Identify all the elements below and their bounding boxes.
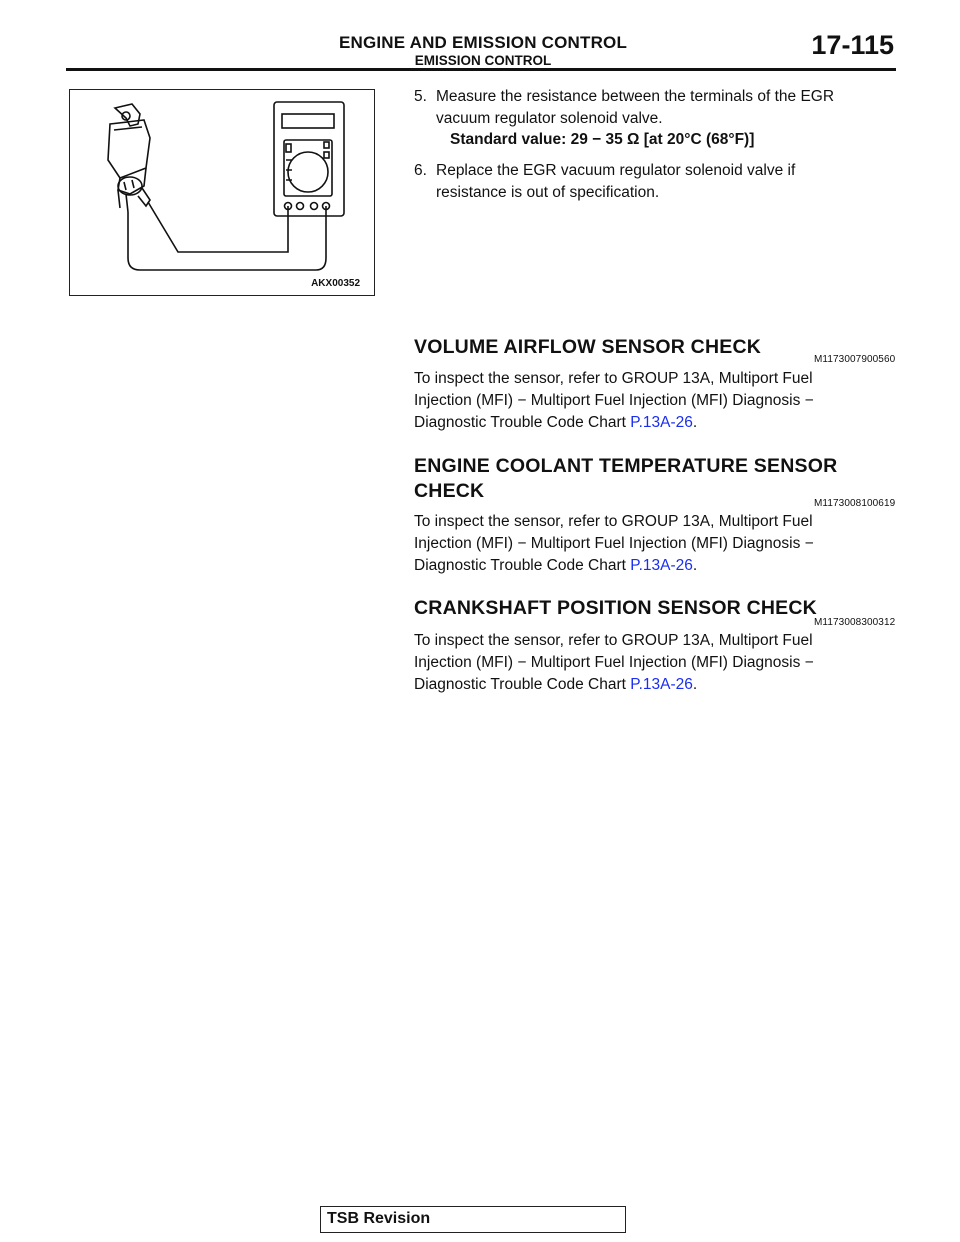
reference-link[interactable]: P.13A-26	[630, 676, 693, 693]
section-heading-coolant-line-2: CHECK	[414, 480, 485, 502]
body-line: Injection (MFI) − Multiport Fuel Injection (MFI) Diagnosis −	[414, 535, 814, 552]
section-code-coolant: M1173008100619	[814, 498, 896, 509]
section-body-crankshaft	[414, 630, 894, 696]
figure-ohmmeter-diagram	[69, 89, 375, 296]
step-5-line-2: vacuum regulator solenoid valve.	[436, 110, 663, 127]
step-5-line-1: Measure the resistance between the terminals of the EGR	[436, 88, 835, 105]
body-text: Diagnostic Trouble Code Chart	[414, 557, 631, 574]
section-heading-volume-airflow: VOLUME AIRFLOW SENSOR CHECK	[414, 336, 762, 358]
footer-label: TSB Revision	[327, 1210, 431, 1227]
footer-tsb-revision	[320, 1206, 626, 1233]
step-6-line-1: Replace the EGR vacuum regulator solenoid valve if	[436, 162, 796, 179]
body-line: To inspect the sensor, refer to GROUP 13A, Multiport Fuel	[414, 513, 813, 530]
step-6-line-2: resistance is out of specification.	[436, 184, 660, 201]
reference-link[interactable]: P.13A-26	[630, 414, 693, 431]
step-6-number: 6.	[414, 162, 427, 179]
standard-value: Standard value: 29 − 35 Ω [at 20°C (68°F)]	[450, 131, 755, 148]
period: .	[692, 676, 698, 693]
section-heading-coolant-line-1: ENGINE COOLANT TEMPERATURE SENSOR	[414, 455, 838, 477]
body-line: Injection (MFI) − Multiport Fuel Injection (MFI) Diagnosis −	[414, 654, 814, 671]
step-5-number: 5.	[414, 88, 427, 105]
body-text: Diagnostic Trouble Code Chart	[414, 414, 631, 431]
section-code-volume-airflow: M1173007900560	[814, 354, 896, 365]
test-leads-icon	[128, 202, 326, 270]
body-line-last	[414, 555, 894, 577]
step-6	[414, 160, 894, 204]
section-body-coolant	[414, 511, 894, 577]
section-heading-crankshaft: CRANKSHAFT POSITION SENSOR CHECK	[414, 597, 817, 619]
solenoid-valve-icon	[108, 104, 150, 212]
header-subtitle: EMISSION CONTROL	[414, 53, 552, 68]
page-number: 17-115	[811, 30, 894, 60]
period: .	[692, 414, 698, 431]
body-line: To inspect the sensor, refer to GROUP 13A, Multiport Fuel	[414, 632, 813, 649]
figure-code: AKX00352	[311, 278, 360, 289]
body-line: To inspect the sensor, refer to GROUP 13A, Multiport Fuel	[414, 370, 813, 387]
period: .	[692, 557, 698, 574]
body-text: Diagnostic Trouble Code Chart	[414, 676, 631, 693]
multimeter-icon	[274, 102, 344, 216]
section-body-volume-airflow	[414, 368, 894, 434]
body-line-last	[414, 412, 894, 434]
body-line: Injection (MFI) − Multiport Fuel Injection (MFI) Diagnosis −	[414, 392, 814, 409]
header-rule	[66, 68, 896, 71]
reference-link[interactable]: P.13A-26	[630, 557, 693, 574]
step-5	[414, 86, 894, 130]
ohmmeter-illustration	[70, 90, 376, 297]
section-code-crankshaft: M1173008300312	[814, 617, 896, 628]
header-title: ENGINE AND EMISSION CONTROL	[338, 33, 628, 52]
body-line-last	[414, 674, 894, 696]
